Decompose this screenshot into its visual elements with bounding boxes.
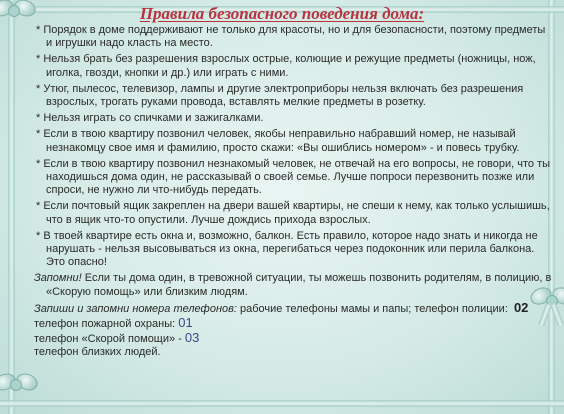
remember-note bbox=[34, 272, 552, 298]
bow-bottom-left-icon bbox=[0, 362, 38, 408]
phones-text: рабочие телефоны мамы и папы; телефон полиции: bbox=[240, 302, 508, 315]
phones-intro bbox=[34, 301, 552, 316]
rule-item: * Утюг, пылесос, телевизор, лампы и другие электроприборы нельзя включать без разрешения взрослых, трогать руками провода, вставлять мелкие предметы в розетку. bbox=[36, 82, 524, 109]
rule-item: * Порядок в доме поддерживают не только для красоты, но и для безопасности, поэтому предметы и игрушки надо класть на место. bbox=[36, 24, 546, 50]
ambulance-phone-line bbox=[34, 331, 552, 346]
remember-lead: Запомни! bbox=[34, 272, 82, 285]
rule-item: * Если почтовый ящик закреплен на двери вашей квартиры, не спеши к нему, как только услышишь, что в ящик что-то опустили. Лучше дождись прихода взрослых. bbox=[36, 200, 550, 226]
fire-number: 01 bbox=[178, 315, 193, 331]
rule-item: * Если в твою квартиру позвонил человек, якобы неправильно набравший номер, не называй незнакомцу свое имя и фамилию, просто скажи: «Вы ошиблись номером» - и повесь трубку. bbox=[36, 128, 520, 154]
ambulance-number: 03 bbox=[184, 330, 200, 346]
page-title: Правила безопасного поведения дома: bbox=[139, 4, 425, 23]
fire-phone-line bbox=[34, 316, 552, 331]
rule-item: * Если в твою квартиру позвонил незнакомый человек, не отвечай на его вопросы, не говори, что ты находишься дома один, не рассказывай о своей семье. Лучше попроси перезвонить позже или спроси, не нужно ли что-нибудь передать. bbox=[36, 157, 551, 197]
remember-text: Если ты дома один, в тревожной ситуации, ты можешь позвонить родителям, в полицию, в «Скорую помощь» или близким людям. bbox=[46, 272, 552, 298]
rule-item: * Нельзя брать без разрешения взрослых острые, колющие и режущие предметы (ножницы, нож, иголка, гвозди, кнопки и др.) или играть с ними. bbox=[36, 53, 536, 79]
rule-item: * В твоей квартире есть окна и, возможно, балкон. Есть правило, которое надо знать и никогда не нарушать - нельзя высовываться из окна, перегибаться через подоконник или перила балкона. Это опасно! bbox=[36, 229, 538, 269]
rules-list bbox=[34, 24, 552, 360]
ambulance-label: телефон «Скорой помощи» - bbox=[34, 333, 182, 346]
rule-item: * Нельзя играть со спичками и зажигалками. bbox=[36, 112, 264, 125]
phones-lead: Запиши и запомни номера телефонов: bbox=[34, 302, 237, 315]
relatives-phone-line bbox=[34, 346, 552, 359]
fire-label: телефон пожарной охраны: bbox=[34, 318, 176, 331]
left-ribbon bbox=[8, 0, 15, 414]
bottom-ribbon bbox=[0, 400, 564, 407]
relatives-label: телефон близких людей. bbox=[34, 346, 161, 359]
police-number: 02 bbox=[513, 299, 529, 315]
